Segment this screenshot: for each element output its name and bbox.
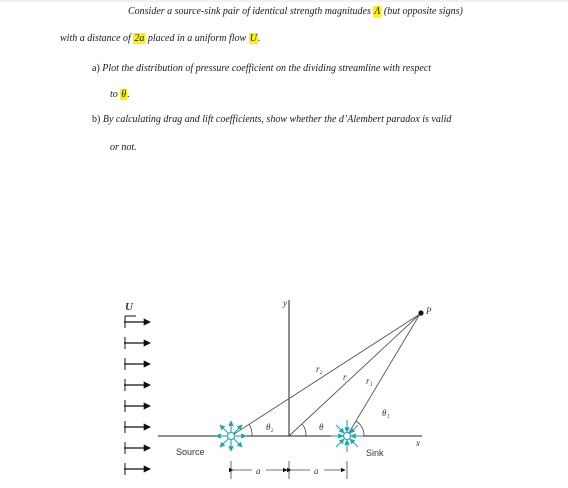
part-b-text: By calculating drag and lift coefficients, show whether the d’Alembert paradox is valid <box>102 114 452 125</box>
sink-label: Sink <box>366 448 384 458</box>
theta2-arc <box>249 424 252 436</box>
r-line <box>289 314 420 436</box>
r2-line <box>231 314 420 436</box>
dimension-markers <box>231 461 347 479</box>
part-a-text: Plot the distribution of pressure coefficient on the dividing streamline with respect <box>102 63 432 74</box>
part-b-continued: or not. <box>110 142 137 153</box>
x-axis-label: x <box>416 438 420 448</box>
part-b-marker: b) <box>92 114 101 125</box>
part-a-continued: to θ. <box>110 89 130 100</box>
r-label: r <box>343 372 347 382</box>
problem-line-2: with a distance of 2a placed in a uniform flow U. <box>60 33 261 44</box>
r1-label: r₁ <box>366 376 373 386</box>
sink-symbol <box>331 420 363 452</box>
lambda-highlight: Λ <box>374 6 381 17</box>
point-p <box>418 310 423 315</box>
flow-highlight: U <box>249 33 257 44</box>
a-left-label: a <box>256 466 261 476</box>
point-p-label: P <box>426 306 432 316</box>
y-axis-label: y <box>283 298 287 308</box>
uniform-flow-arrows <box>124 322 150 469</box>
theta-highlight: θ <box>121 89 127 100</box>
part-a-marker: a) <box>92 63 100 74</box>
flow-label: U <box>125 301 133 313</box>
a-right-label: a <box>314 466 319 476</box>
problem-line-1: Consider a source-sink pair of identical strength magnitudes Λ (but opposite signs) <box>128 6 463 17</box>
theta-arc <box>302 424 306 436</box>
source-label: Source <box>176 447 205 457</box>
theta1-arc <box>356 421 364 436</box>
theta2-label: θ₂ <box>266 422 274 432</box>
distance-highlight: 2a <box>134 33 145 44</box>
theta-label: θ <box>319 422 324 432</box>
source-symbol <box>216 421 246 451</box>
r2-label: r₂ <box>316 364 323 374</box>
theta1-label: θ₁ <box>382 408 390 418</box>
